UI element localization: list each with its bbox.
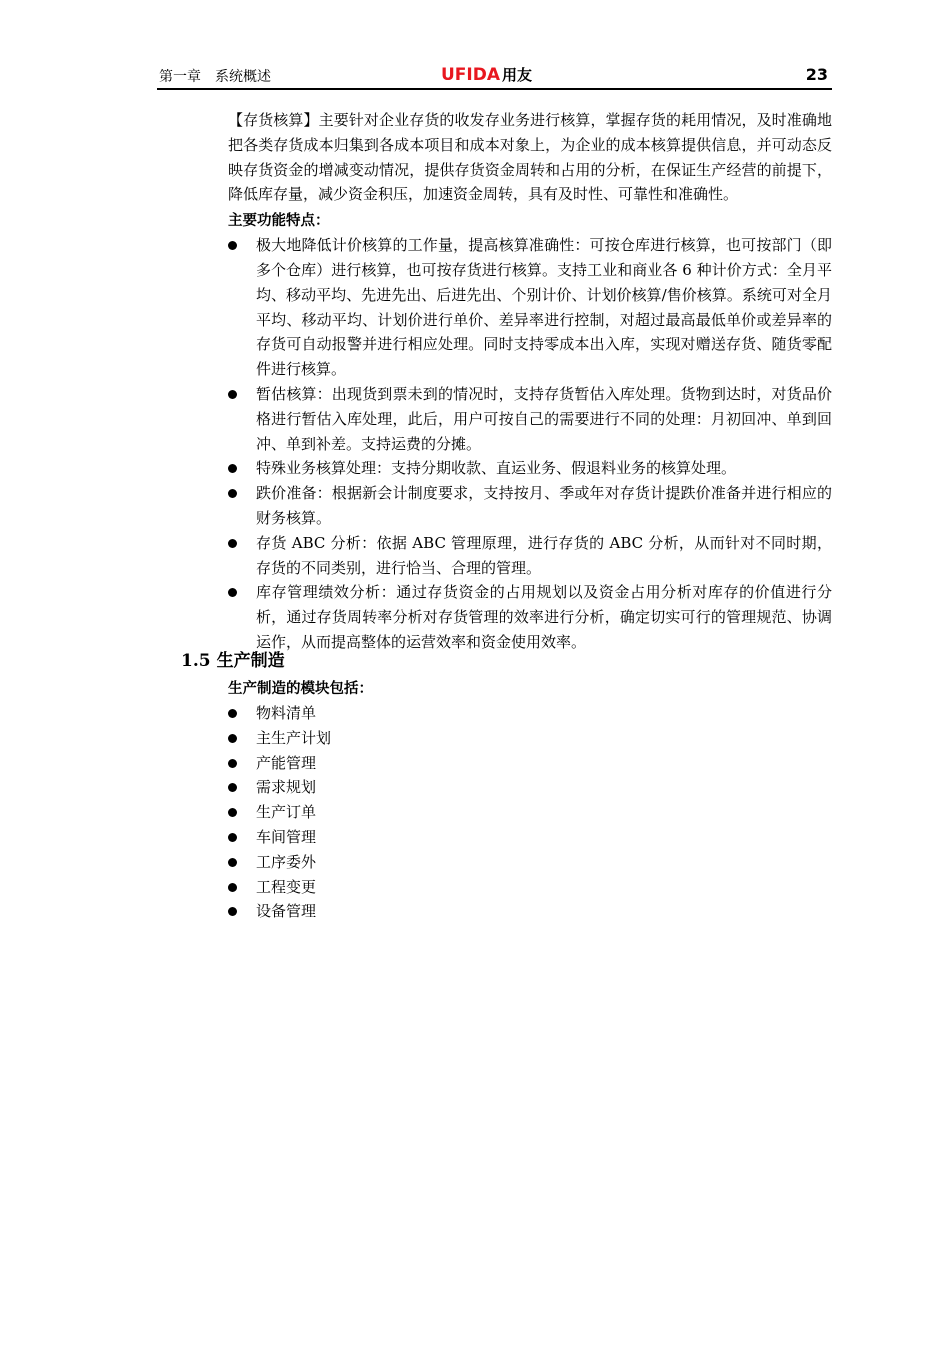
bullet-icon (228, 907, 237, 916)
bullet-icon (228, 489, 237, 498)
list-item (228, 382, 832, 456)
bullet-icon (228, 883, 237, 892)
list-item (228, 850, 832, 875)
modules-list (228, 701, 832, 924)
list-item-text: 产能管理 (256, 753, 317, 772)
bullet-icon (228, 390, 237, 399)
list-item (228, 825, 832, 850)
bullet-icon (228, 709, 237, 718)
list-item-text: 库存管理绩效分析：通过存货资金的占用规划以及资金占用分析对库存的价值进行分析，通过存货周转率分析对存货管理的效率进行分析，确定切实可行的管理规范、协调运作，从而提高整体的运营效率和资金使用效率。 (256, 583, 832, 651)
list-item-text: 工序委外 (256, 852, 317, 871)
bullet-icon (228, 783, 237, 792)
bullet-icon (228, 808, 237, 817)
list-item-text: 暂估核算：出现货到票未到的情况时，支持存货暂估入库处理。货物到达时，对货品价格进行暂估入库处理，此后，用户可按自己的需要进行不同的处理：月初回冲、单到回冲、单到补差。支持运费的分摊。 (256, 384, 832, 453)
features-list (228, 233, 832, 655)
inventory-section (228, 108, 832, 655)
list-item (228, 726, 832, 751)
manufacturing-section (228, 675, 832, 924)
list-item-text: 极大地降低计价核算的工作量，提高核算准确性：可按仓库进行核算，也可按部门（即多个仓库）进行核算，也可按存货进行核算。支持工业和商业各 6 种计价方式：全月平均、移动平均、先进先出、后进先出、个别计价、计划价核算/售价核算。系统可对全月平均、移动平均、计划价进行单价、差异率进行控制，对超过最高最低单价或差异率的存货可自动报警并进行相应处理。同时支持零成本出入库，实现对赠送存货、随货零配件进行核算。 (256, 236, 832, 379)
list-item (228, 701, 832, 726)
list-item (228, 899, 832, 924)
section-title: 生产制造 (216, 651, 285, 671)
page-header (157, 64, 832, 90)
bullet-icon (228, 734, 237, 743)
bullet-icon (228, 241, 237, 250)
bullet-icon (228, 858, 237, 867)
bullet-icon (228, 759, 237, 768)
list-item (228, 800, 832, 825)
list-item-text: 主生产计划 (256, 728, 332, 747)
inventory-intro: 【存货核算】主要针对企业存货的收发存业务进行核算，掌握存货的耗用情况，及时准确地把各类存货成本归集到各成本项目和成本对象上，为企业的成本核算提供信息，并可动态反映存货资金的增减变动情况，提供存货资金周转和占用的分析，在保证生产经营的前提下，降低库存量，减少资金积压，加速资金周转，具有及时性、可靠性和准确性。 (228, 111, 832, 204)
list-item-text: 需求规划 (256, 778, 317, 797)
list-item (228, 481, 832, 531)
list-item (228, 456, 832, 481)
page-number: 23 (805, 65, 828, 84)
section-number: 1.5 (181, 651, 211, 671)
list-item-text: 车间管理 (256, 827, 317, 846)
list-item-text: 存货 ABC 分析：依据 ABC 管理原理，进行存货的 ABC 分析，从而针对不同时期，存货的不同类别，进行恰当、合理的管理。 (256, 533, 832, 577)
ufida-logo (441, 64, 532, 85)
bullet-icon (228, 588, 237, 597)
section-heading (181, 646, 285, 671)
list-item (228, 531, 832, 581)
features-heading: 主要功能特点： (228, 213, 330, 230)
logo-text: UFIDA (441, 65, 501, 85)
list-item (228, 875, 832, 900)
chapter-title: 第一章 系统概述 (159, 69, 271, 85)
list-item (228, 233, 832, 382)
list-item (228, 751, 832, 776)
logo-cn-text: 用友 (502, 66, 533, 84)
bullet-icon (228, 539, 237, 548)
list-item-text: 跌价准备：根据新会计制度要求，支持按月、季或年对存货计提跌价准备并进行相应的财务核算。 (256, 484, 832, 527)
list-item-text: 工程变更 (256, 877, 317, 896)
bullet-icon (228, 464, 237, 473)
bullet-icon (228, 833, 237, 842)
modules-heading: 生产制造的模块包括： (228, 681, 373, 697)
list-item-text: 物料清单 (256, 704, 317, 722)
list-item-text: 特殊业务核算处理：支持分期收款、直运业务、假退料业务的核算处理。 (256, 459, 737, 478)
list-item-text: 设备管理 (256, 902, 317, 921)
list-item-text: 生产订单 (256, 803, 317, 822)
list-item (228, 775, 832, 800)
list-item (228, 580, 832, 654)
